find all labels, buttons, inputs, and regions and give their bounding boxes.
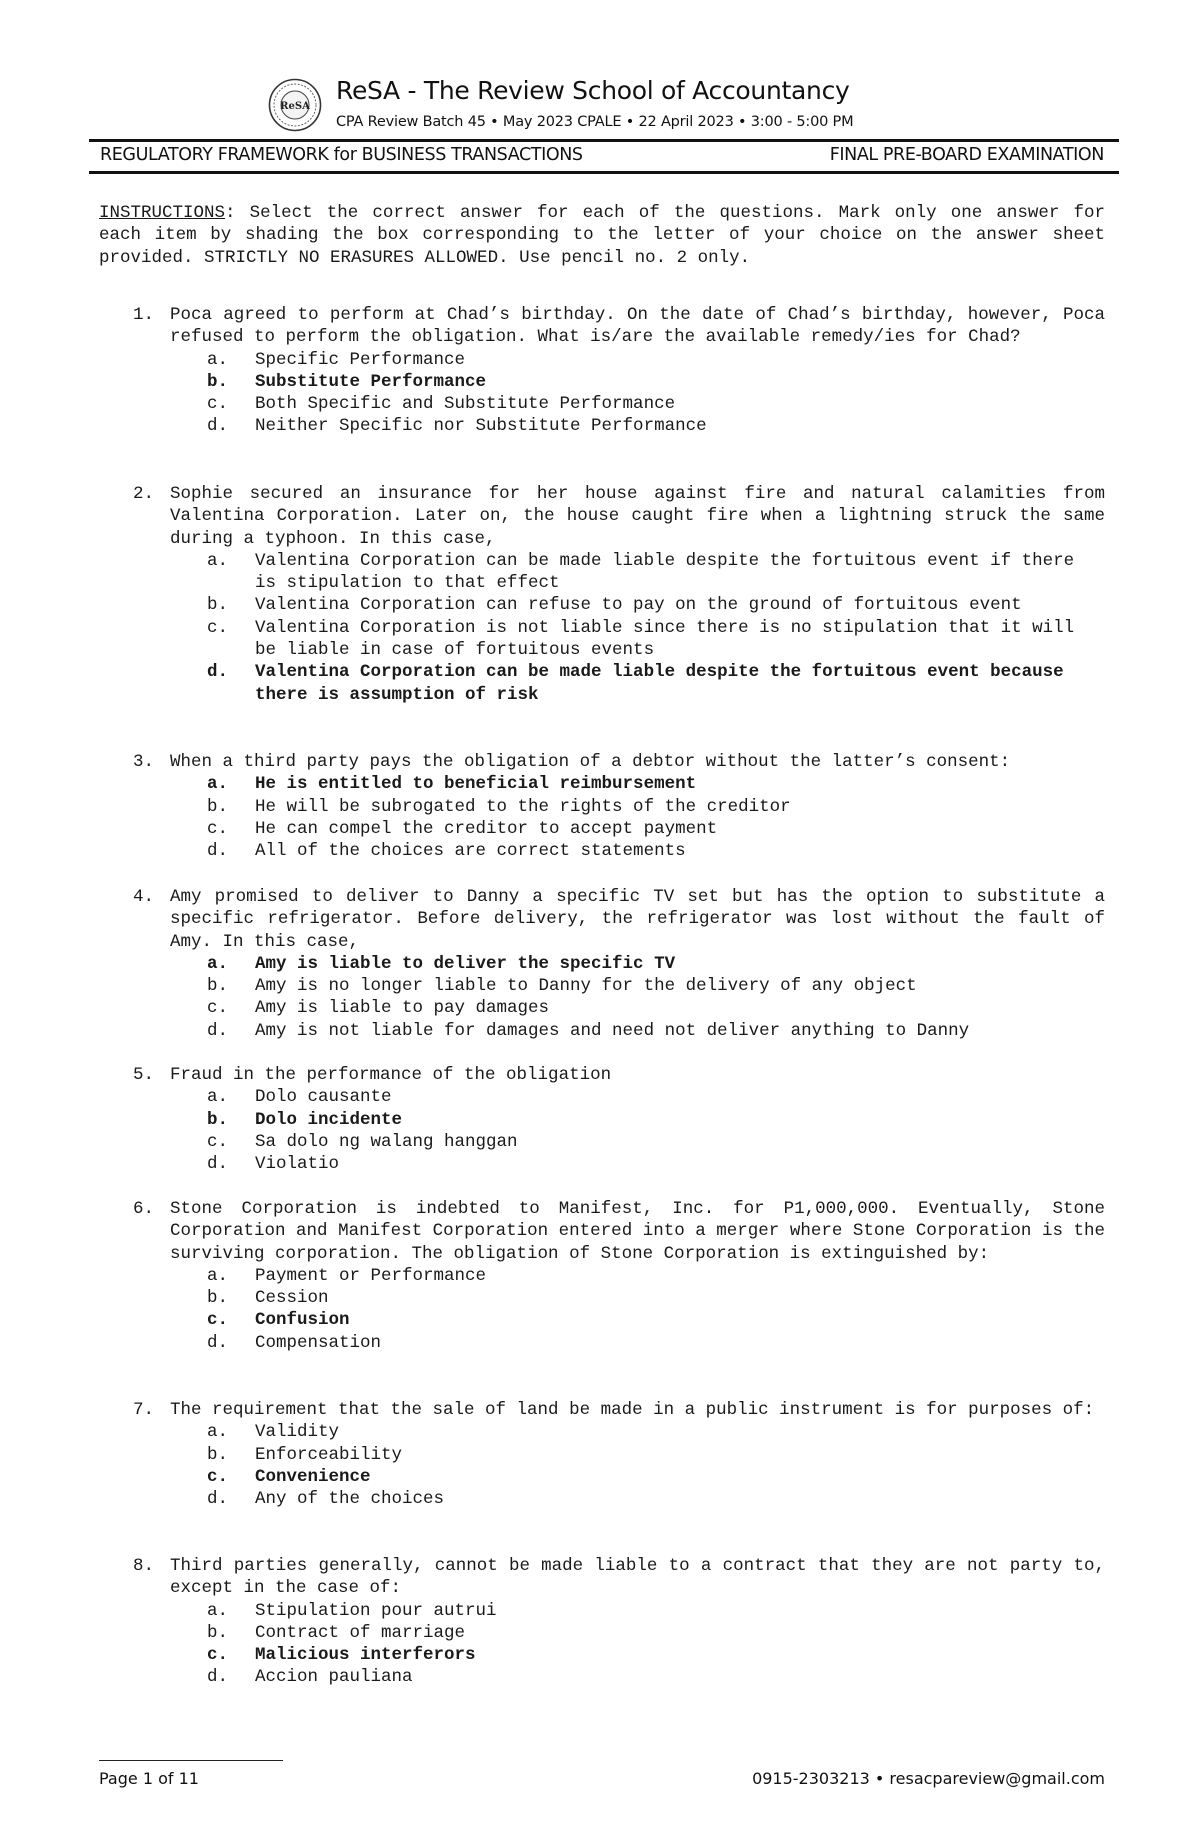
option-c	[133, 1131, 1105, 1153]
option-text: Sa dolo ng walang hanggan	[255, 1131, 518, 1152]
option-letter: a.	[207, 953, 229, 974]
option-text: Amy is no longer liable to Danny for the delivery of any object	[255, 976, 917, 997]
option-text: He will be subrogated to the rights of the creditor	[255, 796, 791, 817]
instructions-label: INSTRUCTIONS	[99, 203, 226, 223]
option-letter: d.	[207, 662, 229, 683]
option-text: Violatio	[255, 1154, 340, 1175]
option-letter: c.	[207, 617, 229, 638]
question	[133, 483, 1105, 706]
instructions-text: : Select the correct answer for each of the questions. Mark only one answer for each item by shading the box corresponding to the letter of your choice on the answer sheet provided. STRICTLY NO ERASURES ALLOWED. Use pencil no. 2 only.	[99, 203, 1105, 268]
option-text: Amy is not liable for damages and need not deliver anything to Danny	[255, 1020, 970, 1041]
option-c	[133, 617, 1105, 662]
contact-info: 0915-2303213 • resacpareview@gmail.com	[752, 1769, 1105, 1788]
option-letter: b.	[207, 796, 229, 817]
question	[133, 1399, 1105, 1510]
question-stem: Sophie secured an insurance for her house against fire and natural calamities from Valentina Corporation. Later on, the house caught fire when a lightning struck the same during a typhoon. In this case,	[170, 484, 1105, 549]
question-stem: When a third party pays the obligation of a debtor without the latter’s consent:	[170, 752, 1011, 772]
option-letter: b.	[207, 371, 229, 392]
option-text: Both Specific and Substitute Performance	[255, 394, 676, 415]
option-b	[133, 594, 1105, 616]
question-stem: The requirement that the sale of land be made in a public instrument is for purposes of:	[170, 1400, 1095, 1420]
question-stem: Amy promised to deliver to Danny a specific TV set but has the option to substitute a specific refrigerator. Before delivery, the refrigerator was lost without the fault of Amy. In this case,	[170, 887, 1105, 952]
option-letter: a.	[207, 774, 229, 795]
option-a-answer	[133, 953, 1105, 975]
option-b-answer	[133, 371, 1105, 393]
option-a	[133, 349, 1105, 371]
option-d	[133, 1666, 1105, 1688]
option-d	[133, 1488, 1105, 1510]
option-letter: d.	[207, 841, 229, 862]
option-letter: c.	[207, 1645, 229, 1666]
option-text: Convenience	[255, 1466, 371, 1487]
option-text: Payment or Performance	[255, 1265, 487, 1286]
option-text: He is entitled to beneficial reimbursement	[255, 774, 697, 795]
question-stem: Third parties generally, cannot be made liable to a contract that they are not party to, except in the case of:	[170, 1556, 1105, 1599]
option-a	[133, 1265, 1105, 1287]
logo-text: ReSA	[280, 101, 310, 112]
question	[133, 1198, 1105, 1354]
header-rule-top	[89, 139, 1119, 142]
batch-line: CPA Review Batch 45 • May 2023 CPALE • 22 April 2023 • 3:00 - 5:00 PM	[336, 114, 854, 130]
option-b	[133, 1444, 1105, 1466]
option-text: Any of the choices	[255, 1489, 445, 1510]
option-letter: c.	[207, 1466, 229, 1487]
option-letter: b.	[207, 976, 229, 997]
option-text: Valentina Corporation is not liable since there is no stipulation that it will be liable in case of fortuitous events	[255, 617, 1075, 661]
option-text: Specific Performance	[255, 349, 466, 370]
option-a	[133, 1600, 1105, 1622]
option-letter: c.	[207, 1131, 229, 1152]
option-text: Contract of marriage	[255, 1622, 466, 1643]
option-letter: a.	[207, 550, 229, 571]
option-text: Valentina Corporation can be made liable despite the fortuitous event because there is assumption of risk	[255, 662, 1064, 705]
question-stem: Poca agreed to perform at Chad’s birthday. On the date of Chad’s birthday, however, Poca refused to perform the obligation. What is/are the available remedy/ies for Chad?	[170, 305, 1105, 348]
exam-title: FINAL PRE-BOARD EXAMINATION	[829, 145, 1104, 165]
option-c-answer	[133, 1644, 1105, 1666]
option-letter: b.	[207, 595, 229, 616]
option-d	[133, 1153, 1105, 1175]
footer-rule	[99, 1760, 283, 1761]
option-d	[133, 840, 1105, 862]
header-rule-bottom	[89, 171, 1119, 174]
option-c-answer	[133, 1466, 1105, 1488]
option-text: Confusion	[255, 1310, 350, 1331]
subject-title: REGULATORY FRAMEWORK for BUSINESS TRANSACTIONS	[100, 145, 583, 165]
option-letter: a.	[207, 1087, 229, 1108]
option-letter: b.	[207, 1288, 229, 1309]
option-a-answer	[133, 773, 1105, 795]
question	[133, 1555, 1105, 1689]
option-letter: a.	[207, 1600, 229, 1621]
option-d-answer	[133, 661, 1105, 706]
option-text: Validity	[255, 1422, 340, 1443]
option-letter: c.	[207, 998, 229, 1019]
question-number: 2.	[133, 484, 155, 504]
question-number: 6.	[133, 1199, 155, 1219]
option-d	[133, 415, 1105, 437]
question-stem: Fraud in the performance of the obligation	[170, 1065, 612, 1085]
option-letter: c.	[207, 1310, 229, 1331]
option-letter: b.	[207, 1444, 229, 1465]
option-text: All of the choices are correct statements	[255, 841, 686, 862]
option-letter: d.	[207, 1667, 229, 1688]
instructions	[99, 202, 1105, 269]
option-letter: b.	[207, 1622, 229, 1643]
option-letter: d.	[207, 1154, 229, 1175]
option-letter: b.	[207, 1109, 229, 1130]
option-text: Dolo causante	[255, 1087, 392, 1108]
question	[133, 304, 1105, 438]
school-name-text: The Review School of Accountancy	[423, 76, 850, 105]
option-b	[133, 975, 1105, 997]
question	[133, 751, 1105, 862]
option-letter: d.	[207, 1020, 229, 1041]
school-name-prefix: ReSA -	[336, 76, 424, 105]
school-name	[336, 76, 850, 105]
option-letter: c.	[207, 818, 229, 839]
option-a	[133, 550, 1105, 595]
option-text: Amy is liable to deliver the specific TV	[255, 953, 676, 974]
option-letter: d.	[207, 1489, 229, 1510]
option-text: Neither Specific nor Substitute Performance	[255, 416, 707, 437]
option-text: Compensation	[255, 1332, 382, 1353]
option-letter: a.	[207, 1265, 229, 1286]
option-letter: d.	[207, 416, 229, 437]
option-text: He can compel the creditor to accept payment	[255, 818, 718, 839]
question-number: 3.	[133, 752, 155, 772]
option-text: Valentina Corporation can be made liable despite the fortuitous event if there is stipulation to that effect	[255, 550, 1075, 594]
option-d	[133, 1020, 1105, 1042]
option-b	[133, 1287, 1105, 1309]
page-number: Page 1 of 11	[99, 1769, 199, 1788]
option-text: Enforceability	[255, 1444, 403, 1465]
option-text: Stipulation pour autrui	[255, 1600, 497, 1621]
question-stem: Stone Corporation is indebted to Manifest, Inc. for P1,000,000. Eventually, Stone Corporation and Manifest Corporation entered into a merger where Stone Corporation is the surviving corporation. The obligation of Stone Corporation is extinguished by:	[170, 1199, 1105, 1264]
resa-logo-icon	[268, 78, 322, 132]
option-letter: c.	[207, 394, 229, 415]
option-text: Malicious interferors	[255, 1645, 476, 1666]
question-number: 7.	[133, 1400, 155, 1420]
question	[133, 886, 1105, 1042]
question-number: 8.	[133, 1556, 155, 1576]
option-a	[133, 1086, 1105, 1108]
option-text: Accion pauliana	[255, 1667, 413, 1688]
option-b	[133, 796, 1105, 818]
question-number: 1.	[133, 305, 155, 325]
option-a	[133, 1421, 1105, 1443]
option-b	[133, 1622, 1105, 1644]
option-text: Substitute Performance	[255, 371, 487, 392]
option-text: Amy is liable to pay damages	[255, 998, 550, 1019]
option-d	[133, 1332, 1105, 1354]
option-letter: d.	[207, 1332, 229, 1353]
option-c	[133, 997, 1105, 1019]
option-c	[133, 818, 1105, 840]
question-number: 4.	[133, 887, 155, 907]
option-text: Dolo incidente	[255, 1109, 403, 1130]
option-c-answer	[133, 1309, 1105, 1331]
header	[268, 76, 968, 136]
option-text: Cession	[255, 1288, 329, 1309]
question-number: 5.	[133, 1065, 155, 1085]
option-b-answer	[133, 1109, 1105, 1131]
option-c	[133, 393, 1105, 415]
question	[133, 1064, 1105, 1175]
option-letter: a.	[207, 349, 229, 370]
option-text: Valentina Corporation can refuse to pay on the ground of fortuitous event	[255, 595, 1022, 616]
option-letter: a.	[207, 1422, 229, 1443]
